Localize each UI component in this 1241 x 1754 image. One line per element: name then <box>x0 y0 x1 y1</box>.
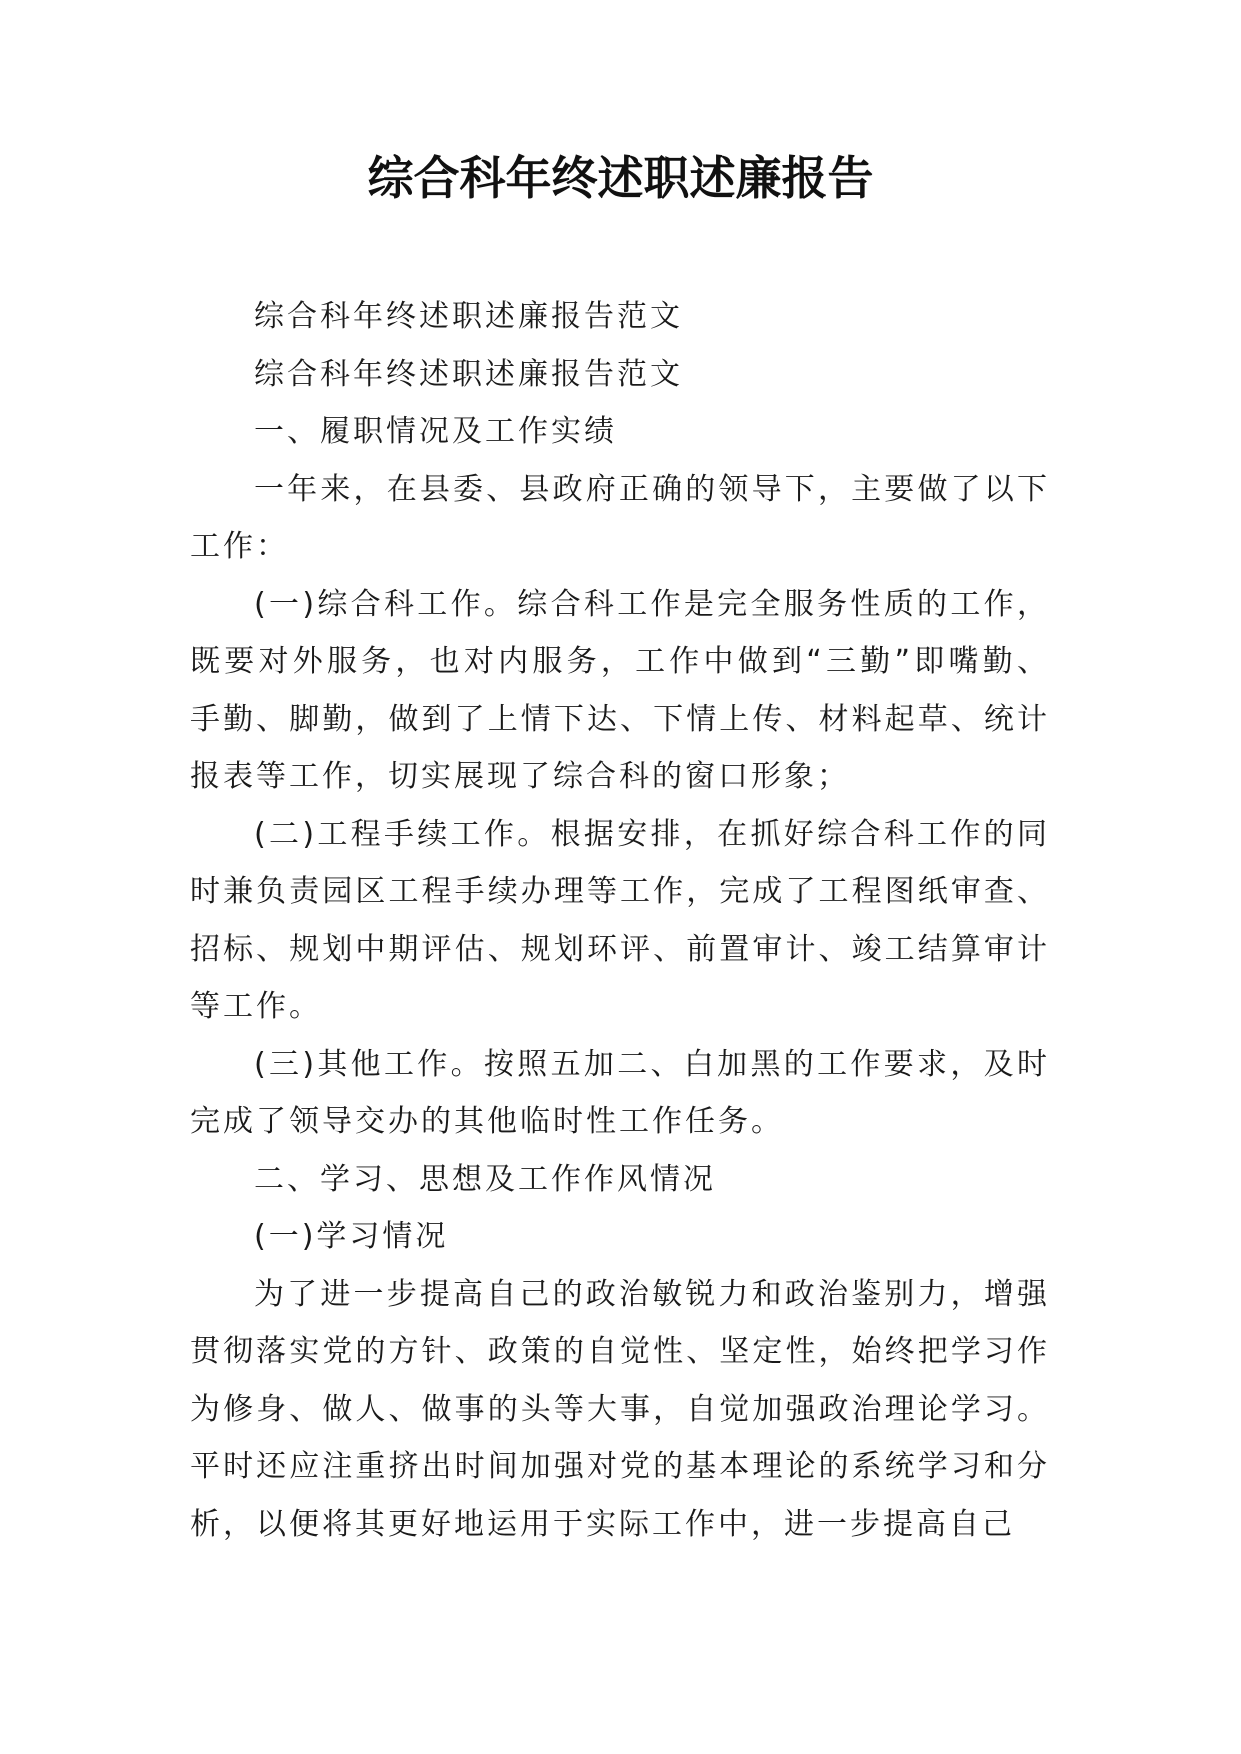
section-heading-study: 二、学习、思想及工作作风情况 <box>254 1161 716 1197</box>
paragraph-project-procedures: (二)工程手续工作。根据安排，在抓好综合科工作的同时兼负责园区工程手续办理等工作，完成了工程图纸审查、招标、规划中期评估、规划环评、前置审计、竣工结算审计等工作。 <box>190 816 1050 1024</box>
paragraph-intro: 一年来，在县委、县政府正确的领导下，主要做了以下工作： <box>190 471 1050 564</box>
paragraph-subtitle: 综合科年终述职述廉报告范文 <box>254 299 683 334</box>
paragraph-study-detail: 为了进一步提高自己的政治敏锐力和政治鉴别力，增强贯彻落实党的方针、政策的自觉性、坚定性，始终把学习作为修身、做人、做事的头等大事，自觉加强政治理论学习。平时还应注重挤出时间加强对党的基本理论的系统学习和分析，以便将其更好地运用于实际工作中，进一步提高自己 <box>190 1276 1050 1542</box>
paragraph-general-work: (一)综合科工作。综合科工作是完全服务性质的工作，既要对外服务，也对内服务，工作中做到“三勤”即嘴勤、手勤、脚勤，做到了上情下达、下情上传、材料起草、统计报表等工作，切实展现了综合科的窗口形象； <box>190 586 1050 794</box>
section-heading-performance: 一、履职情况及工作实绩 <box>254 414 617 449</box>
paragraph-other-work: (三)其他工作。按照五加二、白加黑的工作要求，及时完成了领导交办的其他临时性工作任务。 <box>190 1046 1050 1139</box>
paragraph-subtitle-repeat: 综合科年终述职述廉报告范文 <box>254 356 683 392</box>
document-title: 综合科年终述职述廉报告 <box>367 151 874 205</box>
document-body <box>190 288 1050 1553</box>
subheading-study: (一)学习情况 <box>254 1219 449 1254</box>
